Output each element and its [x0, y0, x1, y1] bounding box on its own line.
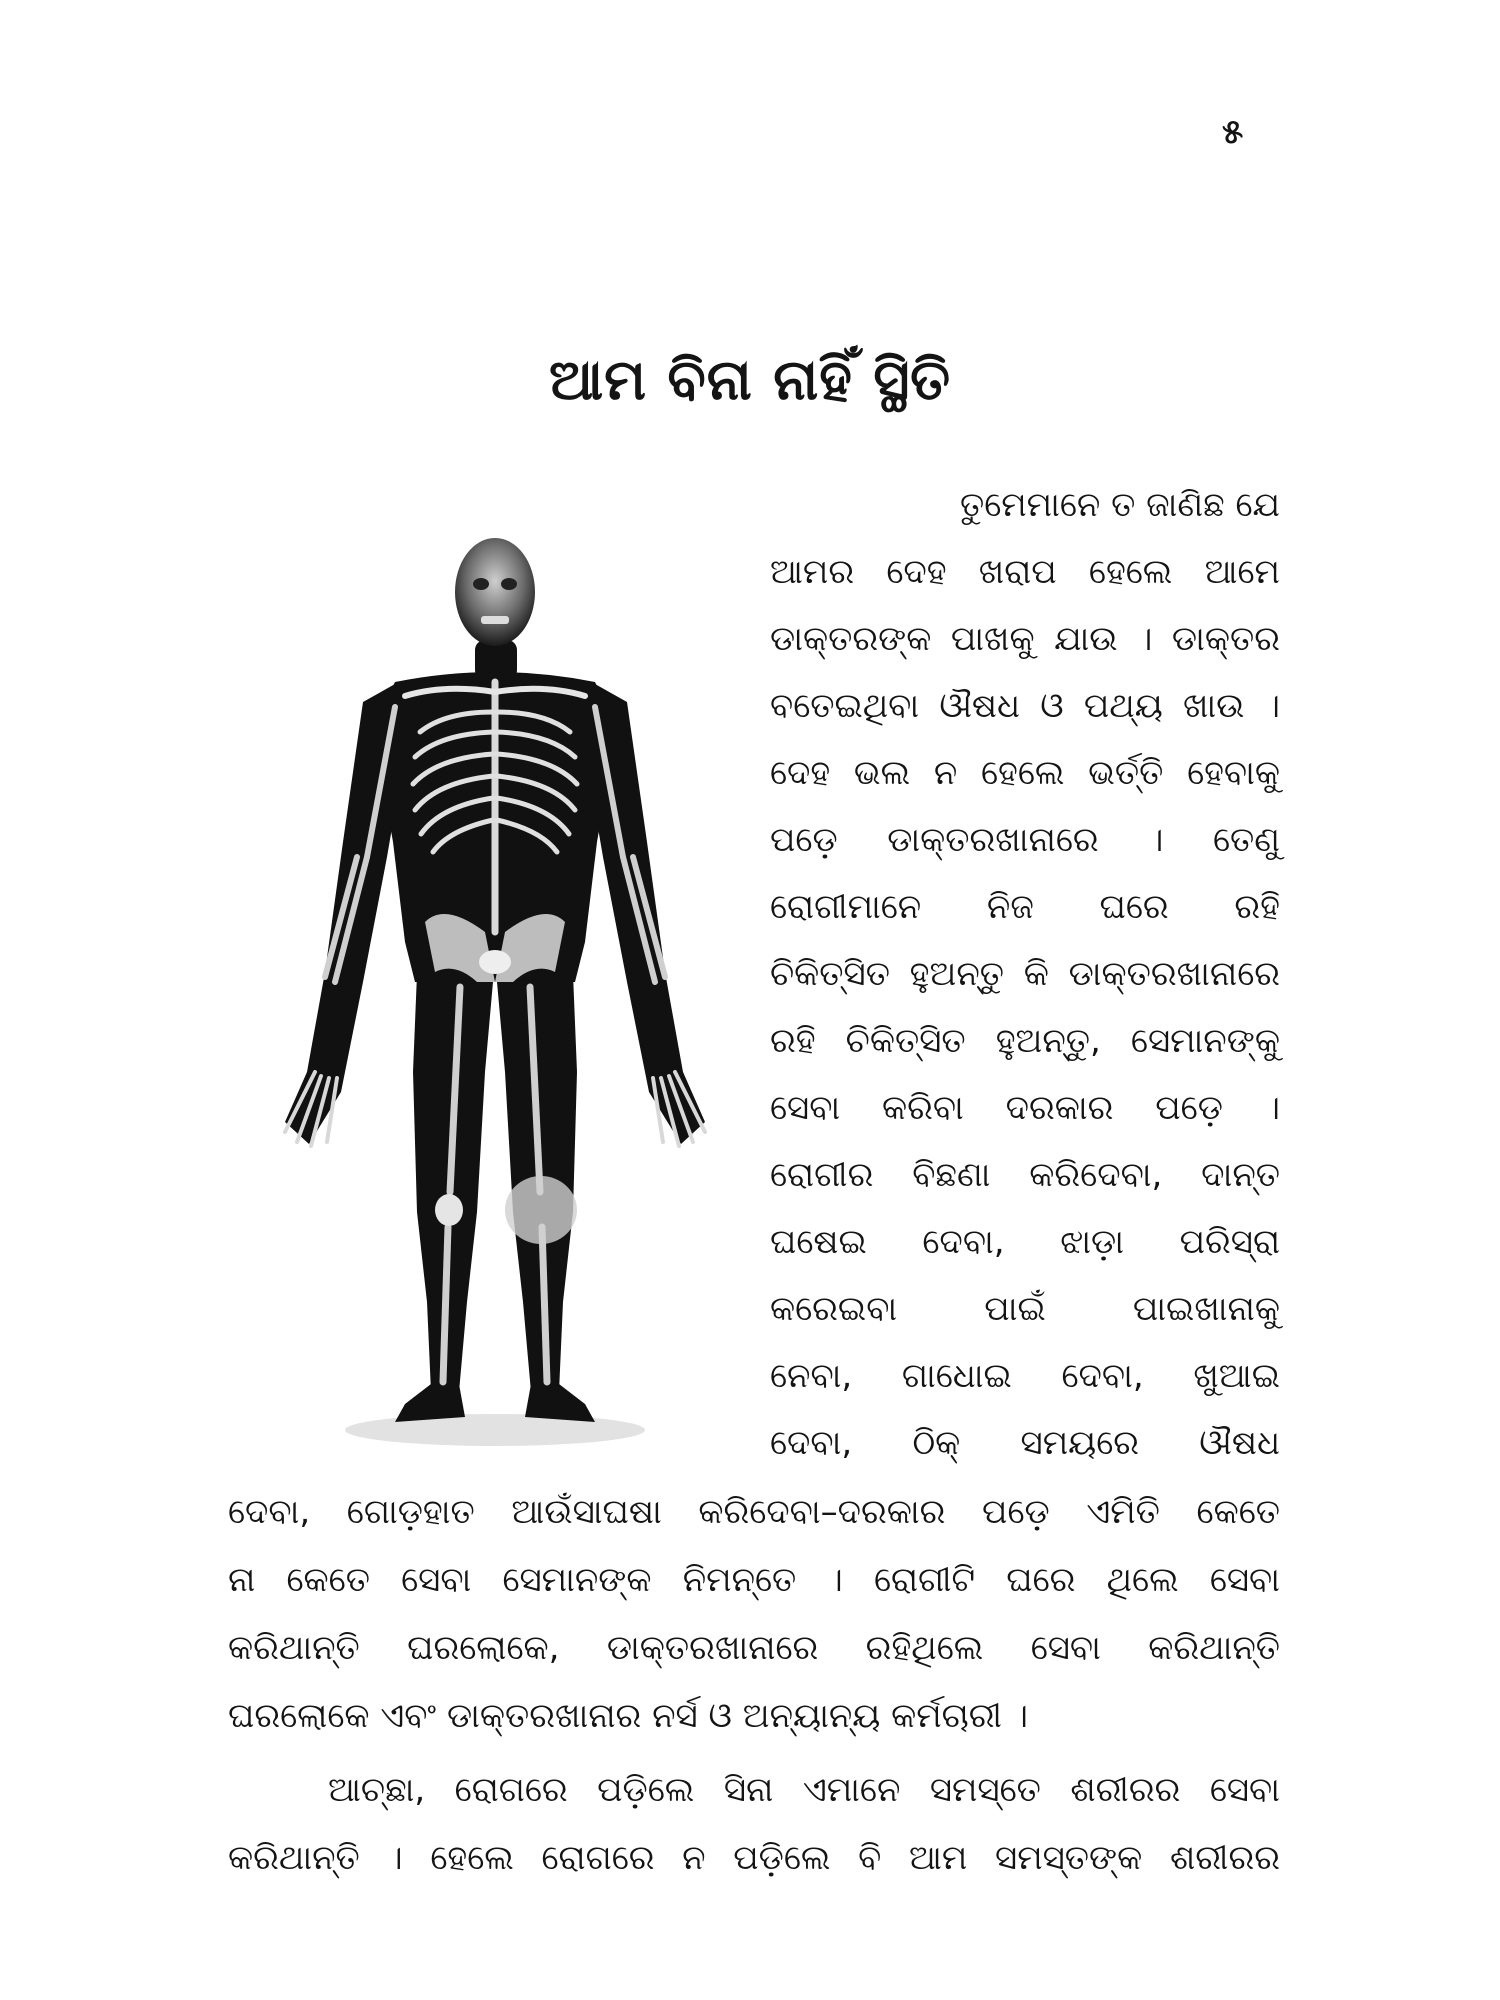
text-line: ରହି ଚିକିତ୍ସିତ ହୁଅନ୍ତୁ, ସେମାନଙ୍କୁ	[770, 1021, 1280, 1061]
human-skeleton-illustration-icon	[245, 512, 745, 1452]
page-number: ୫	[1222, 112, 1244, 152]
wrapped-text-column	[770, 472, 1280, 1477]
skeleton-figure	[245, 512, 745, 1452]
text-line: ଦେହ ଭଲ ନ ହେଲେ ଭର୍ତ୍ତି ହେବାକୁ	[770, 753, 1280, 793]
text-line: ନା କେତେ ସେବା ସେମାନଙ୍କ ନିମନ୍ତେ । ରୋଗୀଟି ଘରେ ଥିଲେ ସେବା	[228, 1560, 1280, 1600]
text-line: ବତେଇଥିବା ଔଷଧ ଓ ପଥ୍ୟ ଖାଉ ।	[770, 686, 1280, 726]
text-line: ଦେବା, ଗୋଡ଼ହାତ ଆଉଁସାଘଷା କରିଦେବା–ଦରକାର ପଡ଼େ ଏମିତି କେତେ	[228, 1492, 1280, 1532]
text-line: କରେଇବା ପାଇଁ ପାଇଖାନାକୁ	[770, 1289, 1280, 1329]
text-line: ରୋଗୀମାନେ ନିଜ ଘରେ ରହି	[770, 887, 1280, 927]
text-line: ଘରଲୋକେ ଏବଂ ଡାକ୍ତରଖାନାର ନର୍ସ ଓ ଅନ୍ୟାନ୍ୟ କର୍ମଚାରୀ ।	[228, 1696, 1029, 1736]
text-line: ଦେବା, ଠିକ୍ ସମୟରେ ଔଷଧ	[770, 1423, 1280, 1463]
full-width-text	[228, 1478, 1280, 1892]
chapter-title: ଆମ ବିନା ନାହିଁ ସ୍ଥିତି	[548, 348, 952, 413]
text-line: ନେବା, ଗାଧୋଇ ଦେବା, ଖୁଆଇ	[770, 1356, 1280, 1396]
text-line: ତୁମେମାନେ ତ ଜାଣିଛ ଯେ	[959, 485, 1280, 525]
text-line: ପଡ଼େ ଡାକ୍ତରଖାନାରେ । ତେଣୁ	[770, 820, 1280, 860]
text-line: ସେବା କରିବା ଦରକାର ପଡ଼େ ।	[770, 1088, 1280, 1128]
text-line: ରୋଗୀର ବିଛଣା କରିଦେବା, ଦାନ୍ତ	[770, 1155, 1280, 1195]
text-line: ଆଚ୍ଛା, ରୋଗରେ ପଡ଼ିଲେ ସିନା ଏମାନେ ସମସ୍ତେ ଶରୀରର ସେବା	[328, 1770, 1280, 1810]
text-line: କରିଥାନ୍ତି ଘରଲୋକେ, ଡାକ୍ତରଖାନାରେ ରହିଥିଲେ ସେବା କରିଥାନ୍ତି	[228, 1628, 1280, 1668]
text-line: ଘଷେଇ ଦେବା, ଝାଡ଼ା ପରିସ୍ରା	[770, 1222, 1280, 1262]
text-line: ଚିକିତ୍ସିତ ହୁଅନ୍ତୁ କି ଡାକ୍ତରଖାନାରେ	[770, 954, 1280, 994]
text-line: କରିଥାନ୍ତି । ହେଲେ ରୋଗରେ ନ ପଡ଼ିଲେ ବି ଆମ ସମସ୍ତଙ୍କ ଶରୀରର	[228, 1838, 1280, 1878]
text-line: ଡାକ୍ତରଙ୍କ ପାଖକୁ ଯାଉ । ଡାକ୍ତର	[770, 619, 1280, 659]
text-line: ଆମର ଦେହ ଖରାପ ହେଲେ ଆମେ	[770, 552, 1280, 592]
